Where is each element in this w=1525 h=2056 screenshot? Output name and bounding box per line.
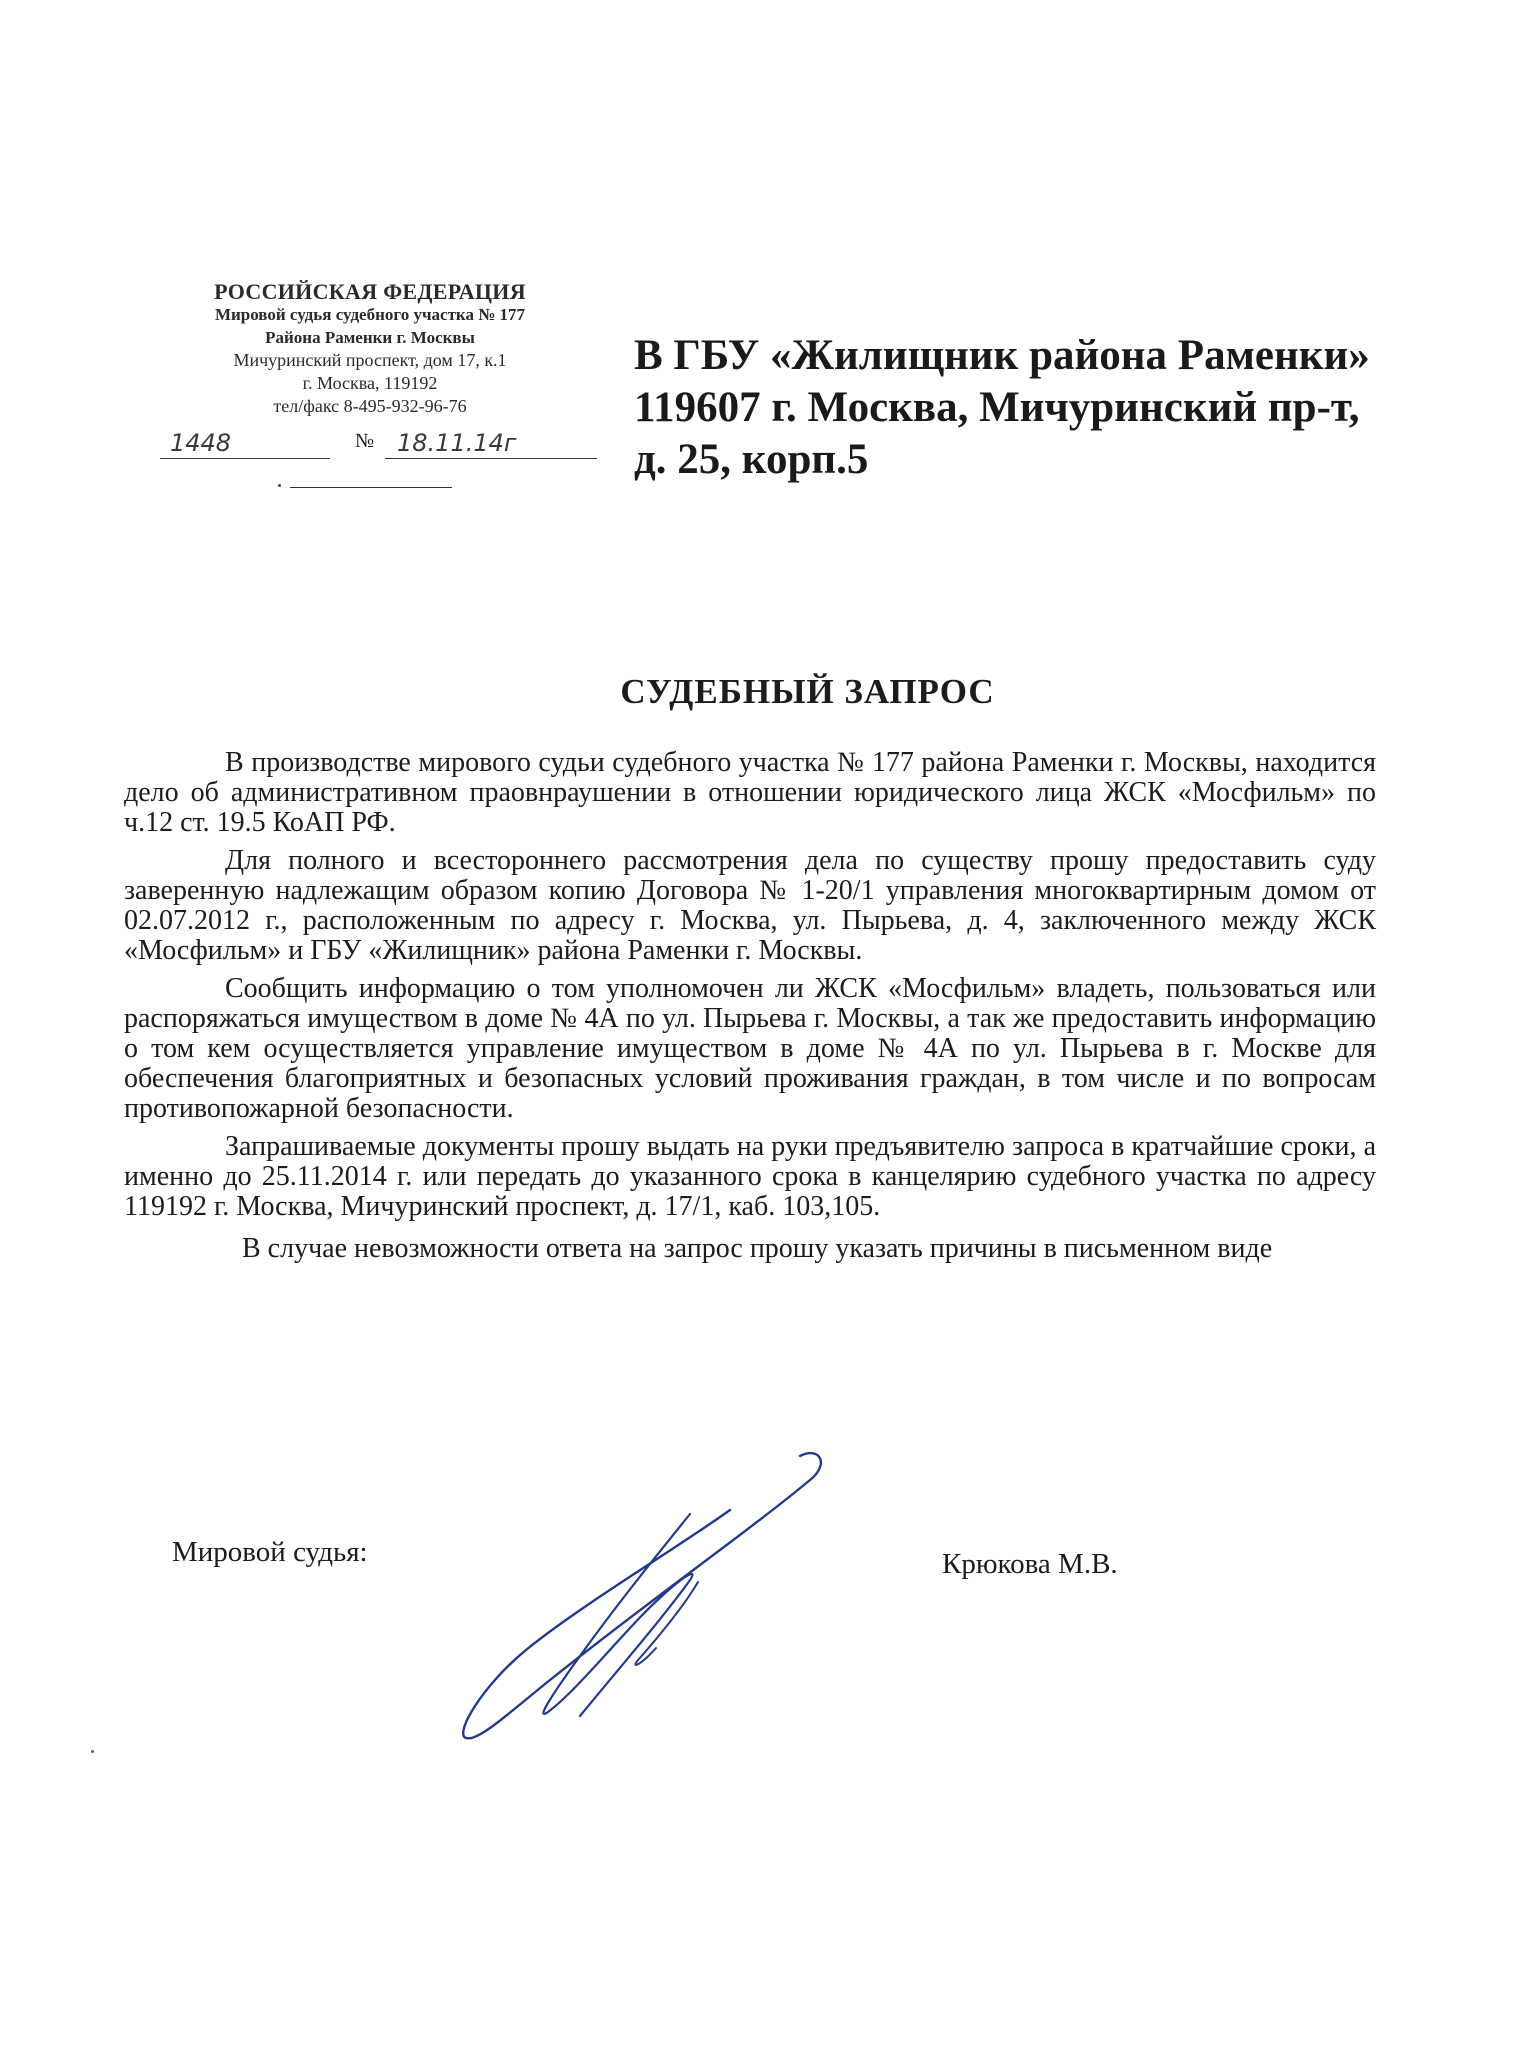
handwritten-signature (430, 1450, 830, 1750)
stamp-phone: тел/факс 8-495-932-96-76 (273, 396, 467, 416)
stamp-country: РОССИЙСКАЯ ФЕДЕРАЦИЯ (214, 279, 526, 304)
stamp-address: Мичуринский проспект, дом 17, к.1 (233, 350, 507, 370)
registration-line (160, 428, 600, 468)
addressee-line-1: В ГБУ «Жилищник района Раменки» (634, 332, 1370, 379)
addressee-line-2: 119607 г. Москва, Мичуринский пр-т, (634, 384, 1360, 431)
paragraph-5: В случае невозможности ответа на запрос прошу указать причины в письменном виде (242, 1233, 1273, 1264)
signer-role: Мировой судья: (172, 1536, 368, 1568)
reference-underline (290, 487, 452, 488)
document-title: СУДЕБНЫЙ ЗАПРОС (620, 672, 995, 711)
paragraph-2: Для полного и всестороннего рассмотрения дела по существу прошу предоставить суду заверенную надлежащим образом копию Договора № 1-20/1 управления многоквартирным домом от 02.07.2012 г., расположенным по адресу г. Москва, ул. Пырьева, д. 4, заключенного между ЖСК «Мосфильм» и ГБУ «Жилищник» района Раменки г. Москвы. (124, 845, 1376, 966)
registration-number: 1448 (160, 428, 330, 459)
stamp-district: Района Раменки г. Москвы (265, 328, 475, 347)
signer-name: Крюкова М.В. (942, 1548, 1118, 1580)
paragraph-3: Сообщить информацию о том уполномочен ли ЖСК «Мосфильм» владеть, пользоваться или распоряжаться имуществом в доме № 4А по ул. Пырьева г. Москвы, а так же предоставить информацию о том кем осуществляется управление имуществом в доме № 4А по ул. Пырьева в г. Москве для обеспечения благоприятных и безопасных условий проживания граждан, в том числе и по вопросам противопожарной безопасности. (124, 973, 1376, 1124)
addressee-block (634, 330, 1374, 486)
paragraph-4: Запрашиваемые документы прошу выдать на руки предъявителю запроса в кратчайшие сроки, а именно до 25.11.2014 г. или передать до указанного срока в канцелярию судебного участка по адресу 119192 г. Москва, Мичуринский проспект, д. 17/1, каб. 103,105. (124, 1131, 1376, 1222)
paragraph-1: В производстве мирового судьи судебного участка № 177 района Раменки г. Москвы, находится дело об административном праовнраушении в отношении юридического лица ЖСК «Мосфильм» по ч.12 ст. 19.5 КоАП РФ. (124, 747, 1376, 838)
stamp-court: Мировой судья судебного участка № 177 (214, 305, 526, 324)
scan-speck (91, 1750, 94, 1753)
stamp-city: г. Москва, 119192 (302, 373, 438, 393)
registration-date: 18.11.14г (385, 428, 597, 459)
stamp-dot (278, 484, 281, 487)
number-sign: № (355, 430, 375, 452)
court-stamp (150, 280, 590, 418)
document-body (124, 748, 1376, 1272)
addressee-line-3: д. 25, корп.5 (634, 436, 869, 483)
